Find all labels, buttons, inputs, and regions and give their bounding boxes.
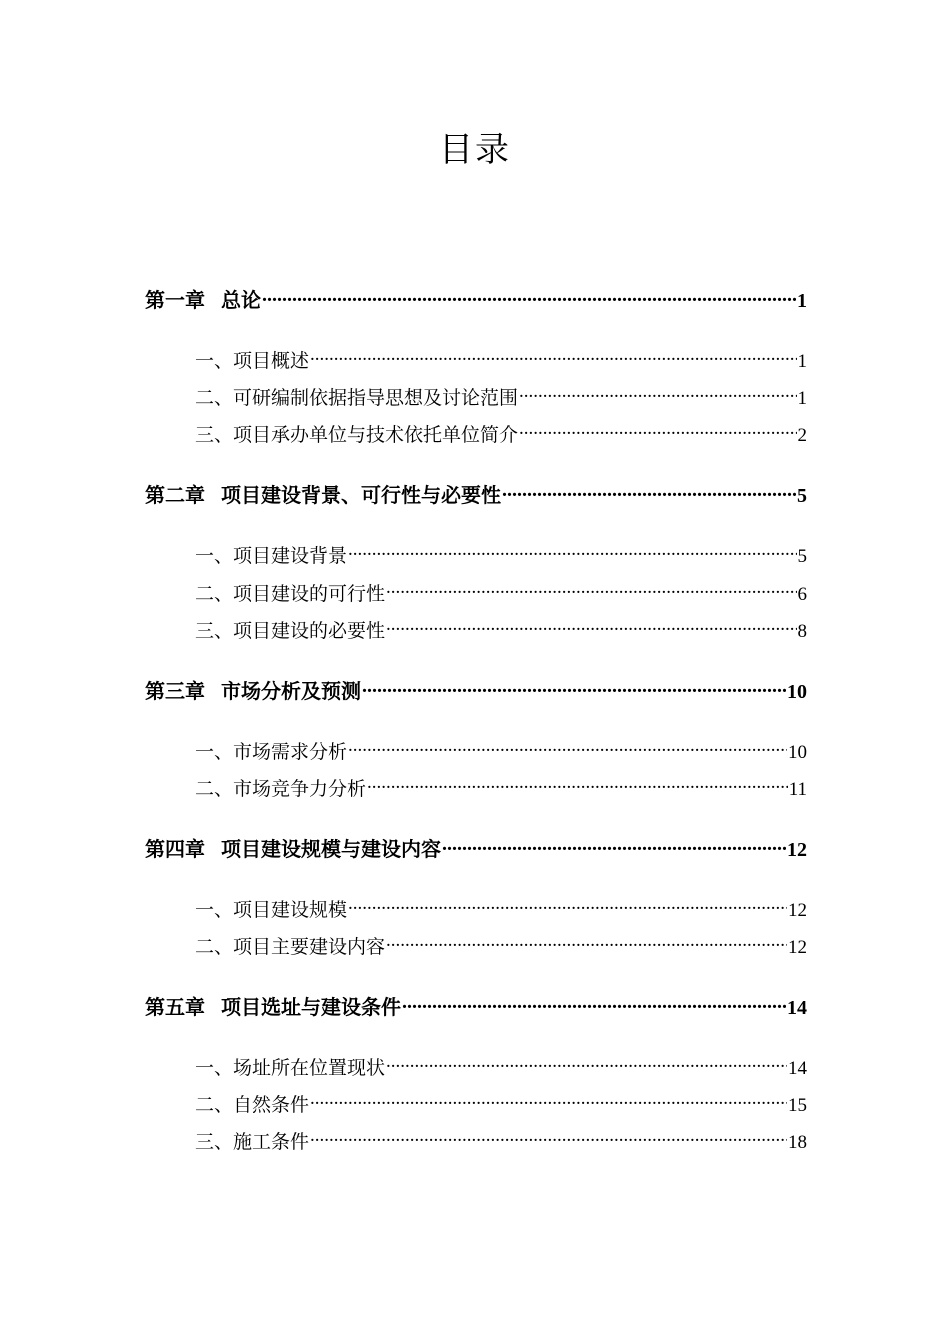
toc-section-4-1[interactable] <box>195 896 807 925</box>
page-number: 12 <box>788 937 807 958</box>
section-title: 一、场址所在位置现状 <box>195 1057 386 1079</box>
leader-dots <box>367 776 788 795</box>
chapter-number: 第三章 <box>145 679 205 703</box>
page-number: 1 <box>797 290 807 312</box>
toc-section-4-2[interactable] <box>195 933 807 962</box>
section-title: 三、项目建设的必要性 <box>195 620 386 642</box>
section-title: 三、施工条件 <box>195 1131 310 1153</box>
section-title: 一、市场需求分析 <box>195 741 348 763</box>
page-number: 1 <box>797 388 807 409</box>
leader-dots <box>386 618 796 637</box>
leader-dots <box>386 581 796 600</box>
leader-dots <box>262 287 796 307</box>
leader-dots <box>348 739 787 758</box>
toc-section-2-1[interactable] <box>195 542 807 571</box>
toc-section-1-2[interactable] <box>195 384 807 413</box>
chapter-number: 第二章 <box>145 483 205 507</box>
chapter-number: 第一章 <box>145 288 205 312</box>
section-title: 一、项目建设规模 <box>195 899 348 921</box>
chapter-title: 项目建设背景、可行性与必要性 <box>221 483 501 507</box>
chapter-title: 总论 <box>221 288 261 312</box>
page-number: 15 <box>788 1095 807 1116</box>
section-title: 二、项目建设的可行性 <box>195 583 386 605</box>
page-number: 12 <box>787 839 807 861</box>
toc-section-3-1[interactable] <box>195 738 807 767</box>
chapter-title: 市场分析及预测 <box>221 679 361 703</box>
section-title: 二、自然条件 <box>195 1094 310 1116</box>
chapter-number: 第五章 <box>145 995 205 1019</box>
page-number: 5 <box>797 546 807 567</box>
section-title: 三、项目承办单位与技术依托单位简介 <box>195 424 519 446</box>
section-title: 二、市场竞争力分析 <box>195 778 367 800</box>
leader-dots <box>502 482 796 502</box>
leader-dots <box>348 897 787 916</box>
page-number: 1 <box>797 351 807 372</box>
page-number: 5 <box>797 485 807 507</box>
toc-chapter-1[interactable] <box>145 286 807 315</box>
toc-chapter-5[interactable] <box>145 993 807 1022</box>
chapter-title: 项目选址与建设条件 <box>221 995 401 1019</box>
toc-section-2-2[interactable] <box>195 580 807 609</box>
page-number: 10 <box>788 742 807 763</box>
page-number: 11 <box>788 779 807 800</box>
chapter-number: 第四章 <box>145 837 205 861</box>
toc-section-1-3[interactable] <box>195 421 807 450</box>
toc-section-3-2[interactable] <box>195 775 807 804</box>
page-number: 14 <box>787 997 807 1019</box>
page-number: 18 <box>788 1132 807 1153</box>
chapter-title: 项目建设规模与建设内容 <box>221 837 441 861</box>
leader-dots <box>442 836 786 856</box>
toc-chapter-3[interactable] <box>145 677 807 706</box>
toc-section-5-2[interactable] <box>195 1091 807 1120</box>
section-title: 一、项目建设背景 <box>195 545 348 567</box>
section-title: 一、项目概述 <box>195 350 310 372</box>
leader-dots <box>519 422 796 441</box>
section-title: 二、可研编制依据指导思想及讨论范围 <box>195 387 519 409</box>
page-title: 目录 <box>439 130 511 170</box>
leader-dots <box>386 1055 787 1074</box>
leader-dots <box>310 348 796 367</box>
section-title: 二、项目主要建设内容 <box>195 936 386 958</box>
toc-section-5-3[interactable] <box>195 1128 807 1157</box>
page-number: 6 <box>797 584 807 605</box>
toc-section-5-1[interactable] <box>195 1054 807 1083</box>
leader-dots <box>310 1092 787 1111</box>
page-number: 10 <box>787 681 807 703</box>
toc-section-1-1[interactable] <box>195 347 807 376</box>
leader-dots <box>362 678 786 698</box>
page-number: 8 <box>797 621 807 642</box>
page-number: 2 <box>797 425 807 446</box>
leader-dots <box>310 1129 787 1148</box>
toc-chapter-2[interactable] <box>145 481 807 510</box>
leader-dots <box>402 994 786 1014</box>
page-number: 14 <box>788 1058 807 1079</box>
leader-dots <box>519 385 796 404</box>
page-number: 12 <box>788 900 807 921</box>
leader-dots <box>386 934 787 953</box>
toc-section-2-3[interactable] <box>195 617 807 646</box>
leader-dots <box>348 543 796 562</box>
toc-chapter-4[interactable] <box>145 835 807 864</box>
